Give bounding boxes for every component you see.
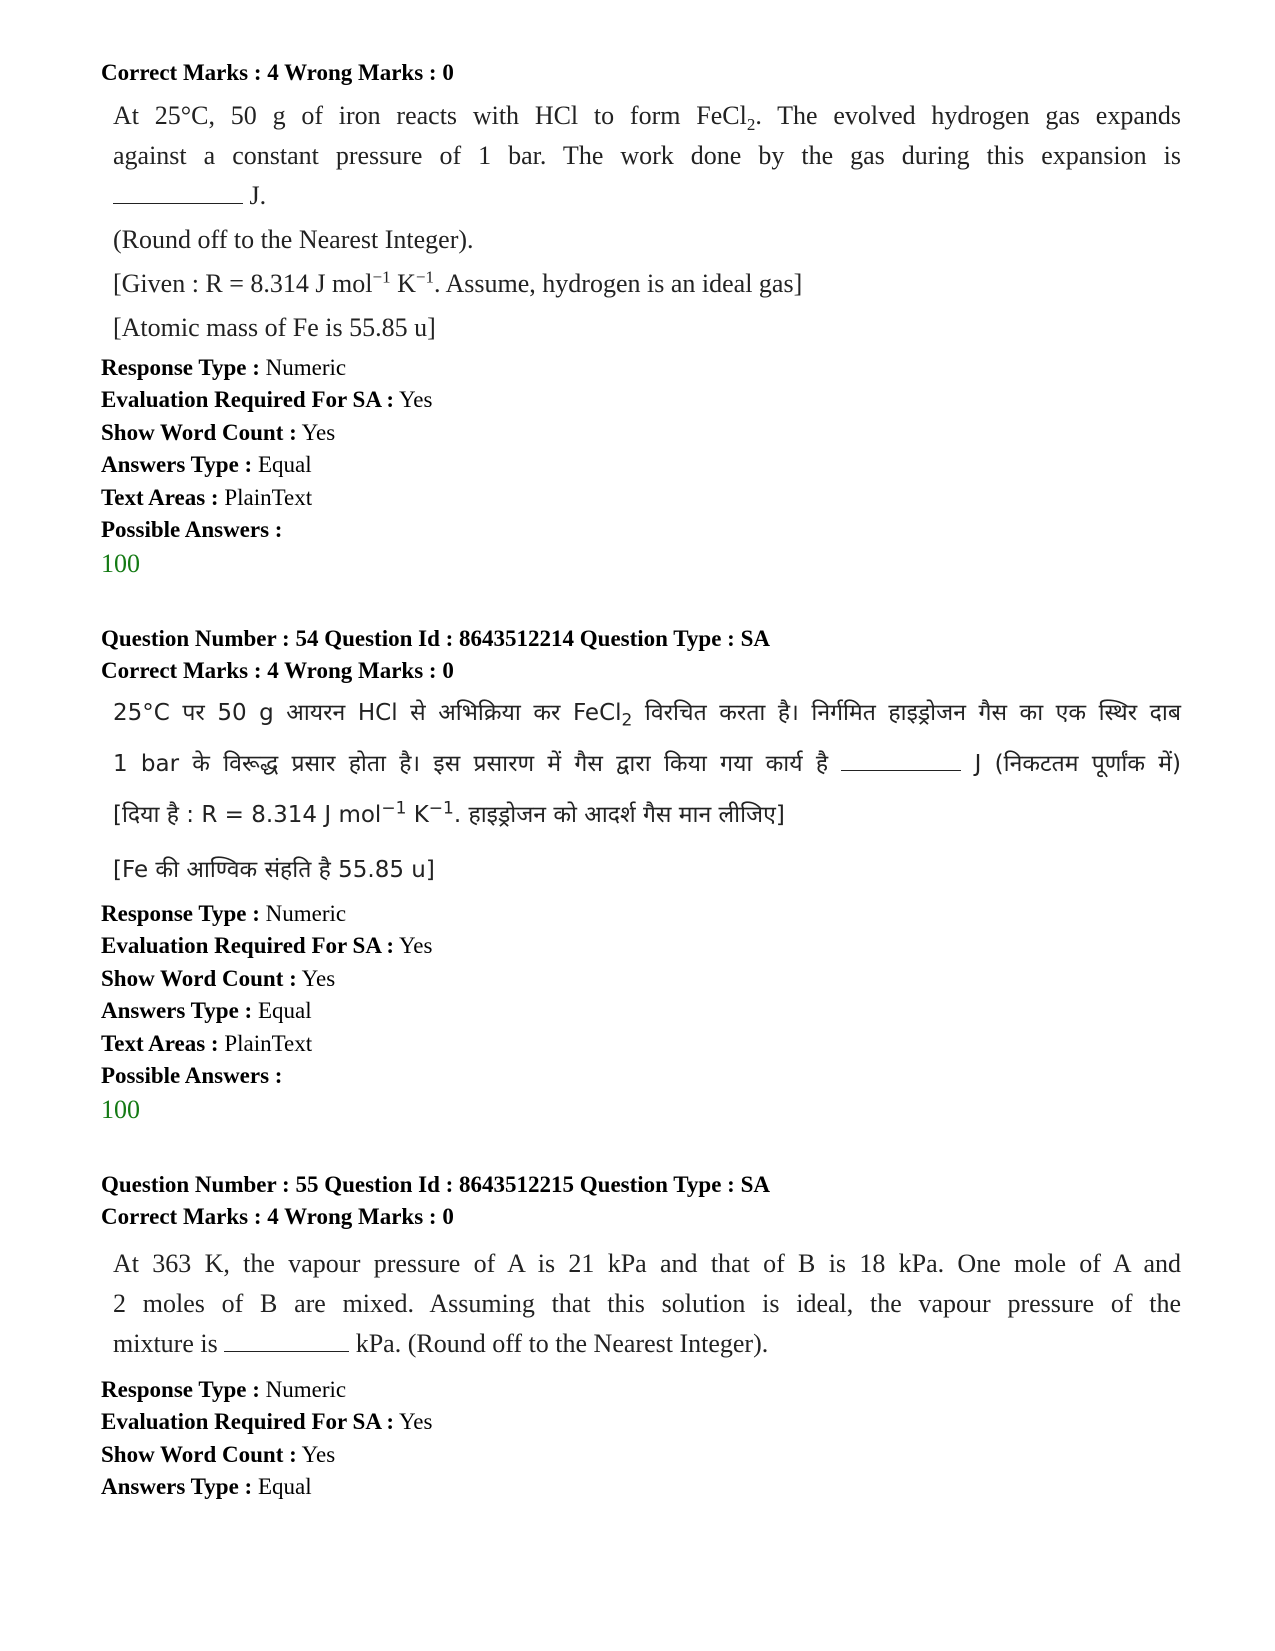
q54-meta bbox=[101, 898, 1181, 1127]
document-page bbox=[101, 57, 1181, 1504]
meta-row: Text Areas : PlainText bbox=[101, 484, 313, 510]
meta-row: Answers Type : Equal bbox=[101, 452, 312, 477]
meta-row: Show Word Count : Yes bbox=[101, 1441, 336, 1467]
answer-blank bbox=[113, 183, 243, 204]
q54-text-line-2: 1 bar के विरूद्ध प्रसार होता है। इस प्रसारण में गैस द्वारा किया गया कार्य है J (निकटतम पूर्णांक में) bbox=[113, 750, 1182, 777]
q53-atomic-mass: [Atomic mass of Fe is 55.85 u] bbox=[113, 312, 436, 342]
meta-row: Response Type : Numeric bbox=[101, 354, 347, 380]
question-54 bbox=[101, 623, 1181, 1127]
meta-row: Response Type : Numeric bbox=[101, 1376, 347, 1402]
q54-header: Question Number : 54 Question Id : 8643512214 Question Type : SA bbox=[101, 625, 770, 651]
q54-body bbox=[113, 688, 1181, 896]
answer-blank bbox=[841, 750, 961, 771]
q55-meta bbox=[101, 1374, 1181, 1504]
q53-given: [Given : R = 8.314 J mol$^{-1}$ $K^{-1}$. Assume, hydrogen is an ideal gas] bbox=[113, 266, 803, 298]
question-53 bbox=[101, 57, 1181, 581]
q55-header: Question Number : 55 Question Id : 8643512215 Question Type : SA bbox=[101, 1171, 770, 1197]
meta-row: Evaluation Required For SA : Yes bbox=[101, 1409, 433, 1434]
q53-round-note: (Round off to the Nearest Integer). bbox=[113, 224, 474, 254]
q53-marks: Correct Marks : 4 Wrong Marks : 0 bbox=[101, 60, 454, 85]
q55-text-line-1: At 363 K, the vapour pressure of A is 21 kPa and that of B is 18 kPa. One mole of A and bbox=[113, 1248, 1181, 1278]
meta-row: Evaluation Required For SA : Yes bbox=[101, 933, 433, 958]
meta-row: Response Type : Numeric bbox=[101, 900, 347, 926]
meta-row: Show Word Count : Yes bbox=[101, 419, 336, 445]
q53-text-line-1: At 25°C, 50 g of iron reacts with HCl to form FeCl$_2$. The evolved hydrogen gas expands bbox=[113, 100, 1181, 134]
possible-answer: 100 bbox=[101, 1094, 140, 1124]
q54-given: [दिया है : R = 8.314 J mol$^{-1}$ $K^{-1}$. हाइड्रोजन को आदर्श गैस मान लीजिए] bbox=[113, 797, 785, 828]
answer-blank bbox=[224, 1331, 349, 1352]
q55-text-line-2: 2 moles of B are mixed. Assuming that this solution is ideal, the vapour pressure of the bbox=[113, 1288, 1181, 1318]
meta-row: Possible Answers : bbox=[101, 517, 283, 542]
q55-body bbox=[113, 1244, 1181, 1364]
q53-body bbox=[113, 96, 1181, 348]
q53-text-line-3: J. bbox=[113, 176, 1181, 216]
meta-row: Show Word Count : Yes bbox=[101, 965, 336, 991]
meta-row: Text Areas : PlainText bbox=[101, 1030, 313, 1056]
q53-meta bbox=[101, 352, 1181, 581]
question-55 bbox=[101, 1169, 1181, 1504]
q54-text-line-1: 25°C पर 50 g आयरन HCl से अभिक्रिया कर FeCl$_2$ विरचित करता है। निर्गमित हाइड्रोजन गैस का एक स्थिर दाब bbox=[113, 699, 1181, 731]
meta-row: Answers Type : Equal bbox=[101, 1474, 312, 1499]
q54-atomic-mass: [Fe की आण्विक संहति है 55.85 u] bbox=[113, 856, 435, 883]
meta-row: Answers Type : Equal bbox=[101, 998, 312, 1023]
meta-row: Possible Answers : bbox=[101, 1063, 283, 1088]
q53-text-line-2: against a constant pressure of 1 bar. The work done by the gas during this expansion is bbox=[113, 140, 1181, 170]
q54-marks: Correct Marks : 4 Wrong Marks : 0 bbox=[101, 658, 454, 683]
q55-marks: Correct Marks : 4 Wrong Marks : 0 bbox=[101, 1204, 454, 1229]
q55-text-line-3: mixture is kPa. (Round off to the Nearest Integer). bbox=[113, 1328, 769, 1358]
possible-answer: 100 bbox=[101, 548, 140, 578]
meta-row: Evaluation Required For SA : Yes bbox=[101, 387, 433, 412]
